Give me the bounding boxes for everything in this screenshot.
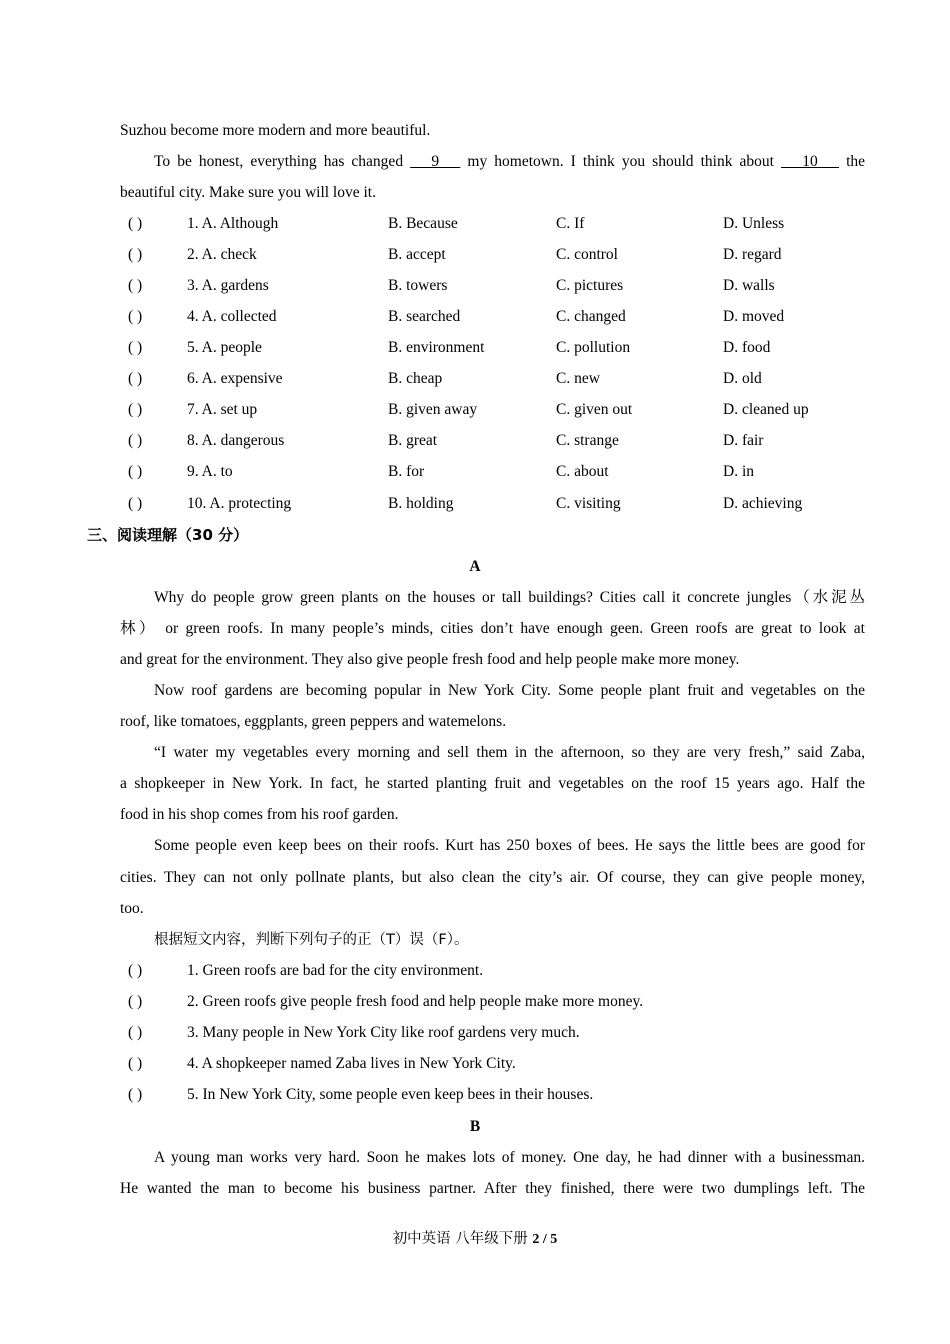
passage-line: a shopkeeper in New York. In fact, he started planting fruit and vegetables on the roof 15 years ago. Half the: [120, 775, 865, 792]
option-c: C. changed: [556, 308, 626, 325]
answer-paren: ( ): [128, 993, 143, 1010]
tf-statement: 2. Green roofs give people fresh food and help people make more money.: [187, 993, 644, 1010]
page-number: 2 / 5: [532, 1232, 558, 1247]
option-b: B. given away: [388, 401, 478, 418]
blank-10: 10: [781, 153, 839, 170]
option-d: D. moved: [723, 308, 785, 325]
option-d: D. fair: [723, 432, 764, 449]
question-row: [120, 431, 865, 451]
passage-line: 林） or green roofs. In many people’s minds, cities don’t have enough geen. Green roofs are great to look at: [120, 620, 865, 637]
passage-heading: A: [469, 558, 481, 575]
question-row: [120, 369, 865, 389]
tf-statement: 4. A shopkeeper named Zaba lives in New York City.: [187, 1055, 516, 1072]
answer-paren: ( ): [128, 401, 143, 418]
answer-paren: ( ): [128, 215, 143, 232]
answer-paren: ( ): [128, 463, 143, 480]
section-title: 三、阅读理解（30 分）: [87, 526, 249, 544]
option-c: C. strange: [556, 432, 619, 449]
option-d: D. walls: [723, 277, 775, 294]
passage-line: He wanted the man to become his business partner. After they finished, there were two dumplings left. The: [120, 1180, 865, 1197]
option-b: B. cheap: [388, 370, 443, 387]
tf-statement: 5. In New York City, some people even keep bees in their houses.: [187, 1086, 594, 1103]
question-row: [120, 400, 865, 420]
question-row: [120, 245, 865, 265]
option-d: D. achieving: [723, 495, 803, 512]
question-row: [120, 462, 865, 482]
question-row: [120, 214, 865, 234]
option-a: 4. A. collected: [187, 308, 277, 325]
answer-paren: ( ): [128, 370, 143, 387]
page-footer: [0, 1230, 950, 1249]
passage-line: A young man works very hard. Soon he makes lots of money. One day, he had dinner with a businessman.: [154, 1149, 865, 1166]
blank-9: 9: [410, 153, 461, 170]
option-a: 9. A. to: [187, 463, 233, 480]
passage-line: and great for the environment. They also give people fresh food and help people make more money.: [120, 651, 740, 668]
passage-line: Some people even keep bees on their roofs. Kurt has 250 boxes of bees. He says the little bees are good for: [154, 837, 865, 854]
question-row: [120, 307, 865, 327]
option-c: C. given out: [556, 401, 633, 418]
answer-paren: ( ): [128, 246, 143, 263]
option-c: C. visiting: [556, 495, 621, 512]
option-a: 6. A. expensive: [187, 370, 283, 387]
option-c: C. If: [556, 215, 585, 232]
option-b: B. great: [388, 432, 438, 449]
option-b: B. searched: [388, 308, 461, 325]
option-a: 3. A. gardens: [187, 277, 269, 294]
passage-line: cities. They can not only pollnate plants, but also clean the city’s air. Of course, they can give people money,: [120, 869, 865, 886]
cloze-line-2: [120, 152, 865, 172]
tf-statement: 3. Many people in New York City like roof gardens very much.: [187, 1024, 580, 1041]
passage-line: roof, like tomatoes, eggplants, green peppers and watemelons.: [120, 713, 507, 730]
option-b: B. holding: [388, 495, 454, 512]
option-d: D. old: [723, 370, 762, 387]
answer-paren: ( ): [128, 495, 143, 512]
option-d: D. in: [723, 463, 754, 480]
option-b: B. environment: [388, 339, 485, 356]
option-d: D. cleaned up: [723, 401, 809, 418]
tf-statement: 1. Green roofs are bad for the city environment.: [187, 962, 484, 979]
question-row: [120, 494, 865, 514]
passage-line: too.: [120, 900, 144, 917]
answer-paren: ( ): [128, 1055, 143, 1072]
passage-line: Why do people grow green plants on the houses or tall buildings? Cities call it concrete jungles（水泥丛: [154, 589, 865, 606]
option-a: 2. A. check: [187, 246, 257, 263]
option-b: B. accept: [388, 246, 446, 263]
option-b: B. for: [388, 463, 425, 480]
option-a: 10. A. protecting: [187, 495, 292, 512]
option-a: 5. A. people: [187, 339, 262, 356]
passage-line: food in his shop comes from his roof garden.: [120, 806, 399, 823]
option-c: C. about: [556, 463, 609, 480]
option-d: D. food: [723, 339, 771, 356]
option-b: B. towers: [388, 277, 448, 294]
answer-paren: ( ): [128, 277, 143, 294]
cloze-text: To be honest, everything has changed: [154, 153, 411, 170]
question-row: [120, 338, 865, 358]
option-a: 1. A. Although: [187, 215, 279, 232]
option-c: C. pictures: [556, 277, 624, 294]
answer-paren: ( ): [128, 1024, 143, 1041]
cloze-text: the: [839, 153, 866, 170]
option-c: C. pollution: [556, 339, 631, 356]
answer-paren: ( ): [128, 339, 143, 356]
answer-paren: ( ): [128, 308, 143, 325]
cloze-line-3: beautiful city. Make sure you will love it.: [120, 184, 376, 201]
answer-paren: ( ): [128, 962, 143, 979]
option-d: D. Unless: [723, 215, 785, 232]
question-row: [120, 276, 865, 296]
option-b: B. Because: [388, 215, 458, 232]
instruction: 根据短文内容，判断下列句子的正（T）误（F）。: [154, 932, 469, 948]
option-c: C. control: [556, 246, 618, 263]
option-c: C. new: [556, 370, 600, 387]
passage-heading: B: [469, 1118, 481, 1135]
option-a: 8. A. dangerous: [187, 432, 285, 449]
cloze-text: my hometown. I think you should think about: [460, 153, 782, 170]
answer-paren: ( ): [128, 1086, 143, 1103]
footer-label: 初中英语 八年级下册: [392, 1231, 533, 1247]
cloze-line-1: Suzhou become more modern and more beautiful.: [120, 122, 431, 139]
answer-paren: ( ): [128, 432, 143, 449]
option-d: D. regard: [723, 246, 782, 263]
passage-line: Now roof gardens are becoming popular in New York City. Some people plant fruit and vegetables on the: [154, 682, 865, 699]
passage-line: “I water my vegetables every morning and sell them in the afternoon, so they are very fresh,” said Zaba,: [154, 744, 865, 761]
option-a: 7. A. set up: [187, 401, 258, 418]
